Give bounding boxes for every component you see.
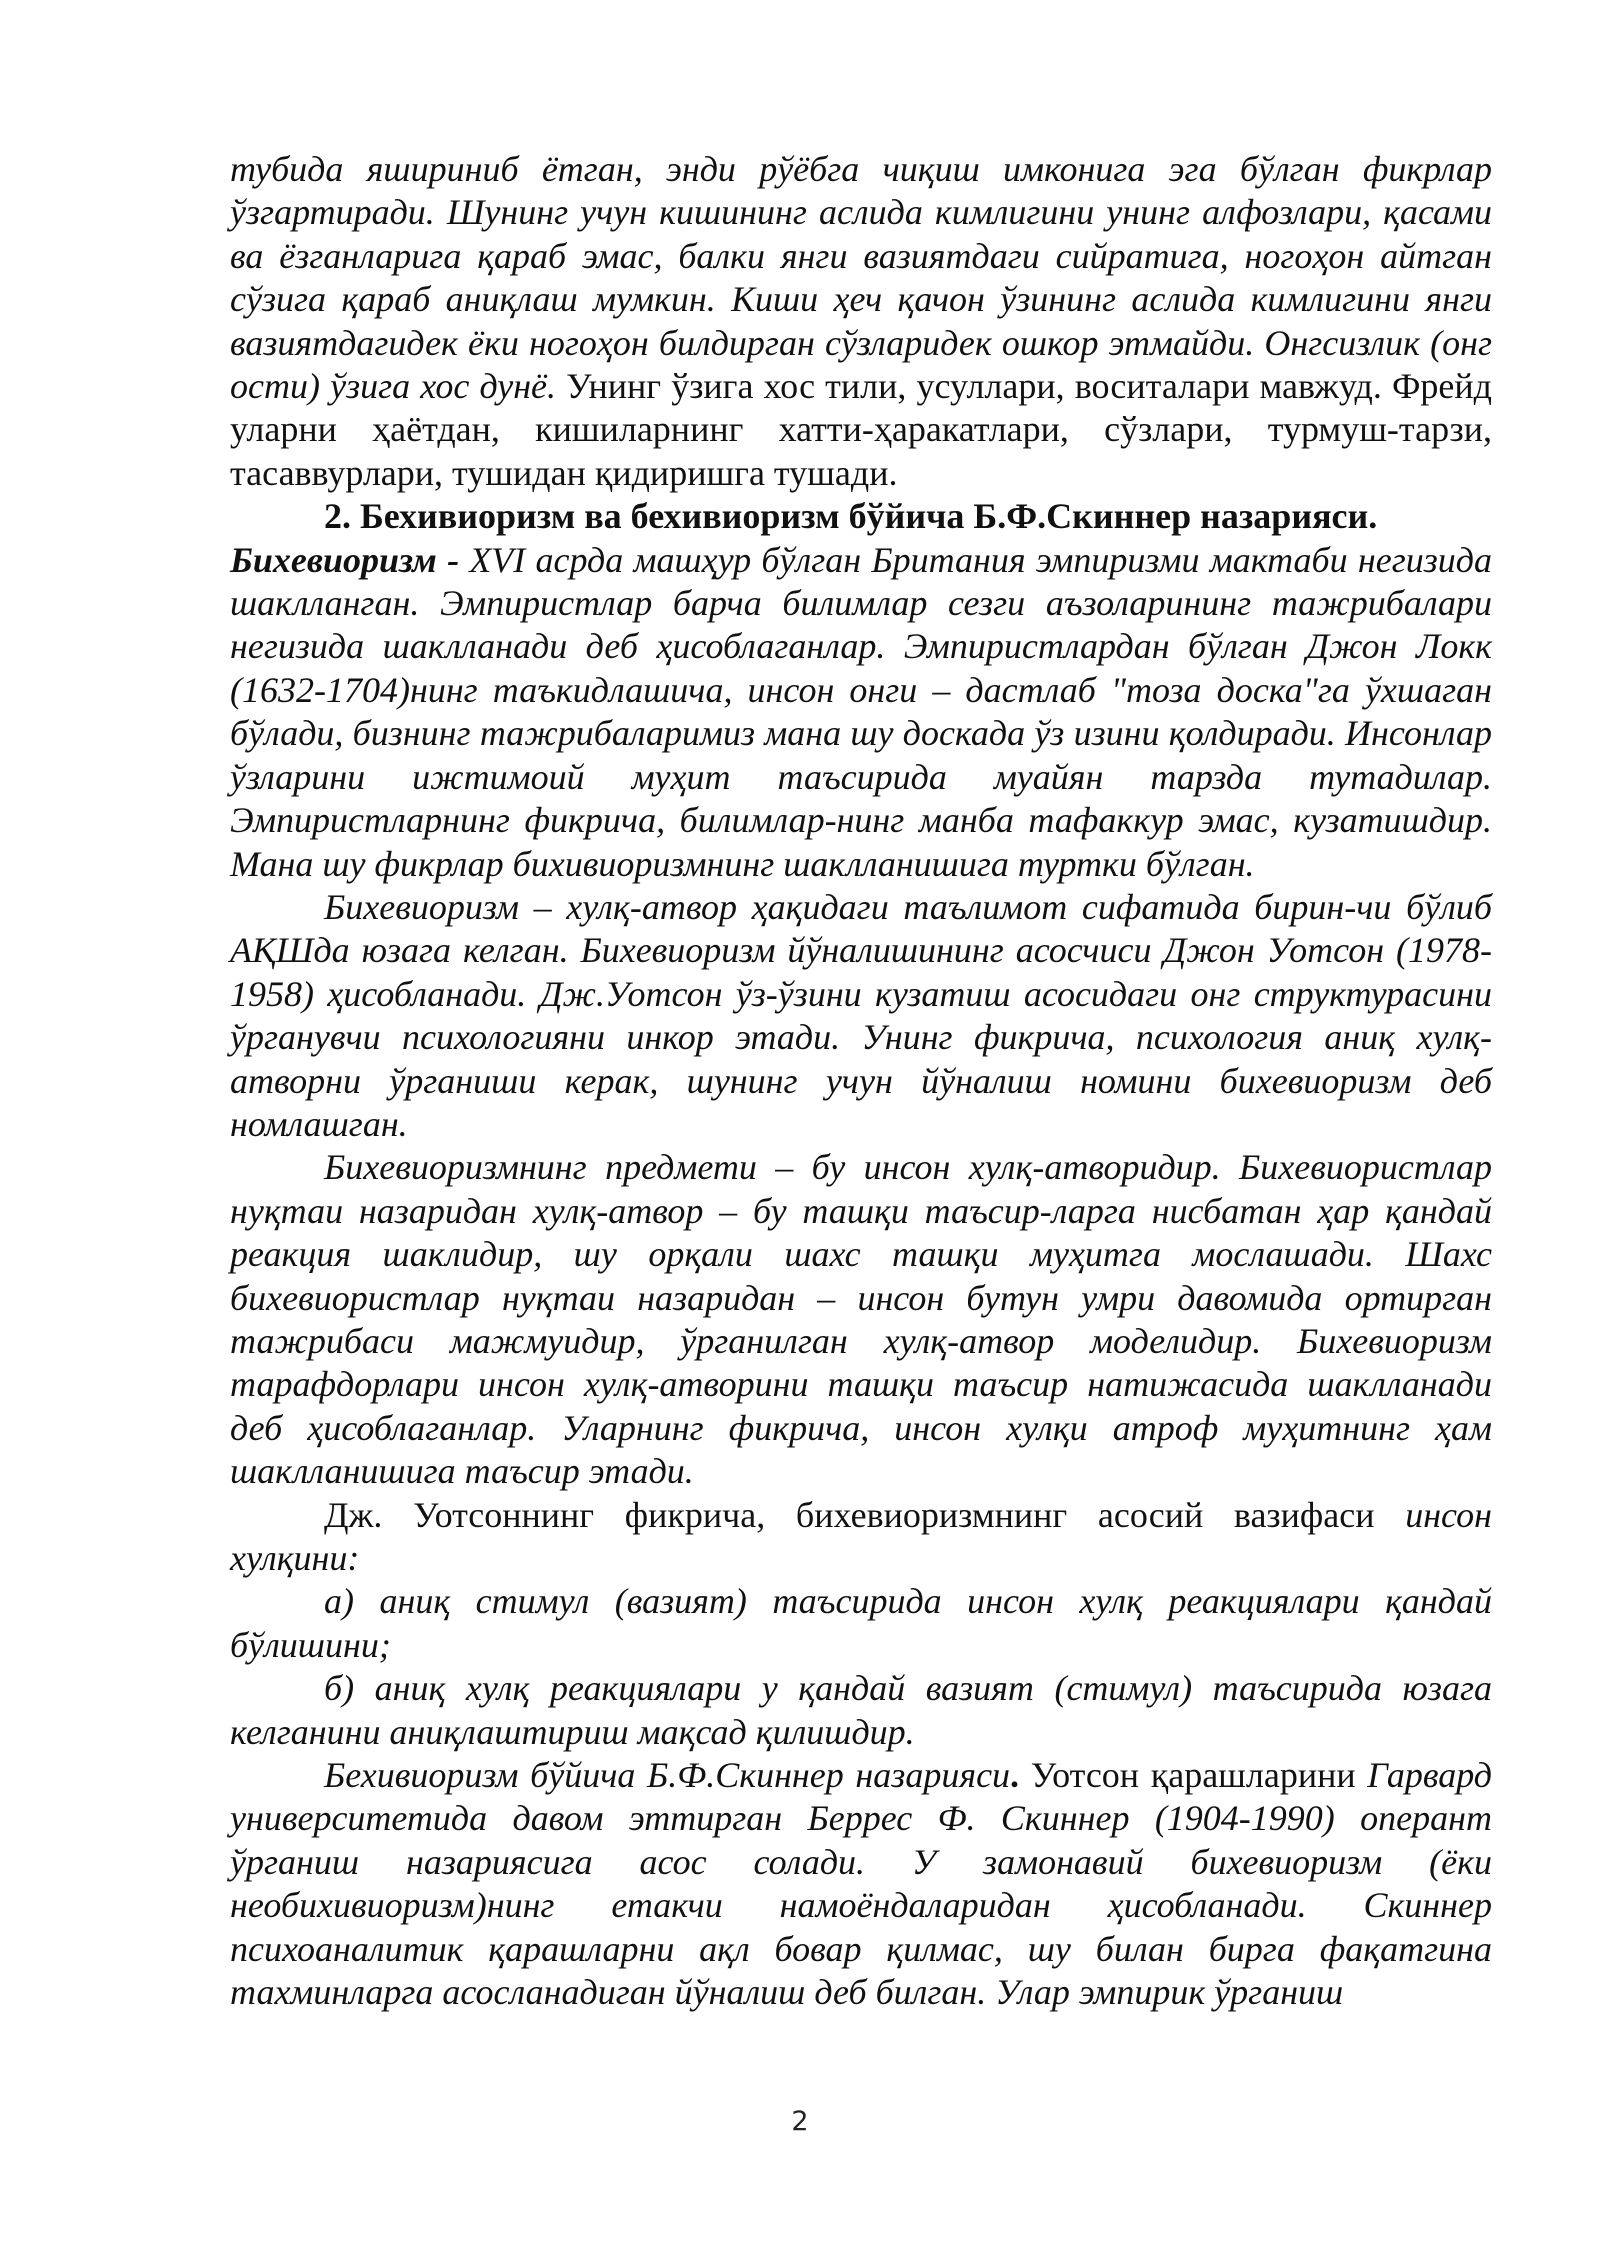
paragraph-italic-text: Гарвард университетида давом эттирган Беррес Ф. Скиннер (1904-1990) оперант ўрганиш назариясига асос солади. У замонавий бихевиоризм (ёки необихивиоризм)нинг етакчи намоёндаларидан ҳисобланади. Скиннер психоаналитик қарашларни ақл бовар қилмас, шу билан бирга фақатгина тахминларга асосланадиган йўналиш деб билган. Улар эмпирик ўрганиш [230, 1755, 1492, 2013]
paragraph-watson-task [230, 1494, 1492, 1581]
list-item-a: а) аниқ стимул (вазият) таъсирида инсон хулқ реакциялари қандай бўлишини; [230, 1581, 1492, 1665]
paragraph-freud-unconscious [230, 148, 1492, 495]
paragraph-behaviorism-subject: Бихевиоризмнинг предмети – бу инсон хулқ-атворидир. Бихевиористлар нуқтаи назаридан хулқ-атвор – бу ташқи таъсир-ларга нисбатан ҳар қандай реакция шаклидир, шу орқали шахс ташқи муҳитга мослашади. Шахс бихевиористлар нуқтаи назаридан – инсон бутун умри давомида ортирган тажрибаси мажмуидир, ўрганилган хулқ-атвор моделидир. Бихевиоризм тарафдорлари инсон хулқ-атворини ташқи таъсир натижасида шаклланади деб ҳисоблаганлар. Уларнинг фикрича, инсон хулқи атроф муҳитнинг ҳам шаклланишига таъсир этади. [230, 1147, 1492, 1492]
paragraph-skinner-theory [230, 1754, 1492, 2014]
document-page [230, 148, 1492, 2014]
paragraph-italic-text: XVI асрда машҳур бўлган Британия эмпиризми мактаби негизида шаклланган. Эмпиристлар барча билимлар сезги аъзоларининг тажрибалари негизида шаклланади деб ҳисоблаганлар. Эмпиристлардан бўлган Джон Локк (1632-1704)нинг таъкидлашича, инсон онги – дастлаб "тоза доска"га ўхшаган бўлади, бизнинг тажрибаларимиз мана шу доскада ўз изини қолдиради. Инсонлар ўзларини ижтимоий муҳит таъсирида муайян тарзда тутадилар. Эмпиристларнинг фикрича, билимлар-нинг манба тафаккур эмас, кузатишдир. Мана шу фикрлар бихивиоризмнинг шаклланишига туртки бўлган. [230, 539, 1493, 884]
title-dot: . [1010, 1755, 1020, 1796]
subsection-title: Бехивиоризм бўйича Б.Ф.Скиннер назарияси [324, 1755, 1011, 1796]
paragraph-italic-text: инсон хулқини: [230, 1494, 1492, 1578]
paragraph-behaviorism-origins [230, 539, 1492, 886]
list-item-b: б) аниқ хулқ реакциялари у қандай вазият (стимул) таъсирида юзага келганини аниқлаштириш мақсад қилишдир. [230, 1668, 1492, 1752]
paragraph-normal-text: Унинг ўзига хос тили, усуллари, воситалари мавжуд. Фрейд уларни ҳаётдан, кишиларнинг хатти-ҳаракатлари, сўзлари, турмуш-тарзи, тасаввурлари, тушидан қидиришга тушади. [230, 366, 1492, 493]
term-behaviorism: Бихевиоризм - [230, 539, 460, 580]
section-heading: 2. Бехивиоризм ва бехивиоризм бўйича Б.Ф.Скиннер назарияси. [324, 496, 1378, 537]
paragraph-normal-text: Дж. Уотсоннинг фикрича, бихевиоризмнинг асосий вазифаси [324, 1494, 1406, 1535]
paragraph-behaviorism-usa: Бихевиоризм – хулқ-атвор ҳақидаги таълимот сифатида бирин-чи бўлиб АҚШда юзага келган. Бихевиоризм йўналишининг асосчиси Джон Уотсон (1978-1958) ҳисобланади. Дж.Уотсон ўз-ўзини кузатиш асосидаги онг структурасини ўрганувчи психологияни инкор этади. Унинг фикрича, психология аниқ хулқ-атворни ўрганиши керак, шунинг учун йўналиш номини бихевиоризм деб номлашган. [230, 886, 1492, 1144]
paragraph-normal-text: Уотсон қарашларини [1019, 1755, 1368, 1796]
paragraph-italic-text: тубида яшириниб ётган, энди рўёбга чиқиш имконига эга бўлган фикрлар ўзгартиради. Шунинг учун кишининг аслида кимлигини унинг алфозлари, қасами ва ёзганларига қараб эмас, балки янги вазиятдаги сийратига, ногоҳон айтган сўзига қараб аниқлаш мумкин. Киши ҳеч қачон ўзининг аслида кимлигини янги вазиятдагидек ёки ногоҳон билдирган сўзларидек ошкор этмайди. Онгсизлик (онг ости) ўзига хос дунё. [230, 149, 1492, 407]
page-number: 2 [791, 2106, 809, 2137]
